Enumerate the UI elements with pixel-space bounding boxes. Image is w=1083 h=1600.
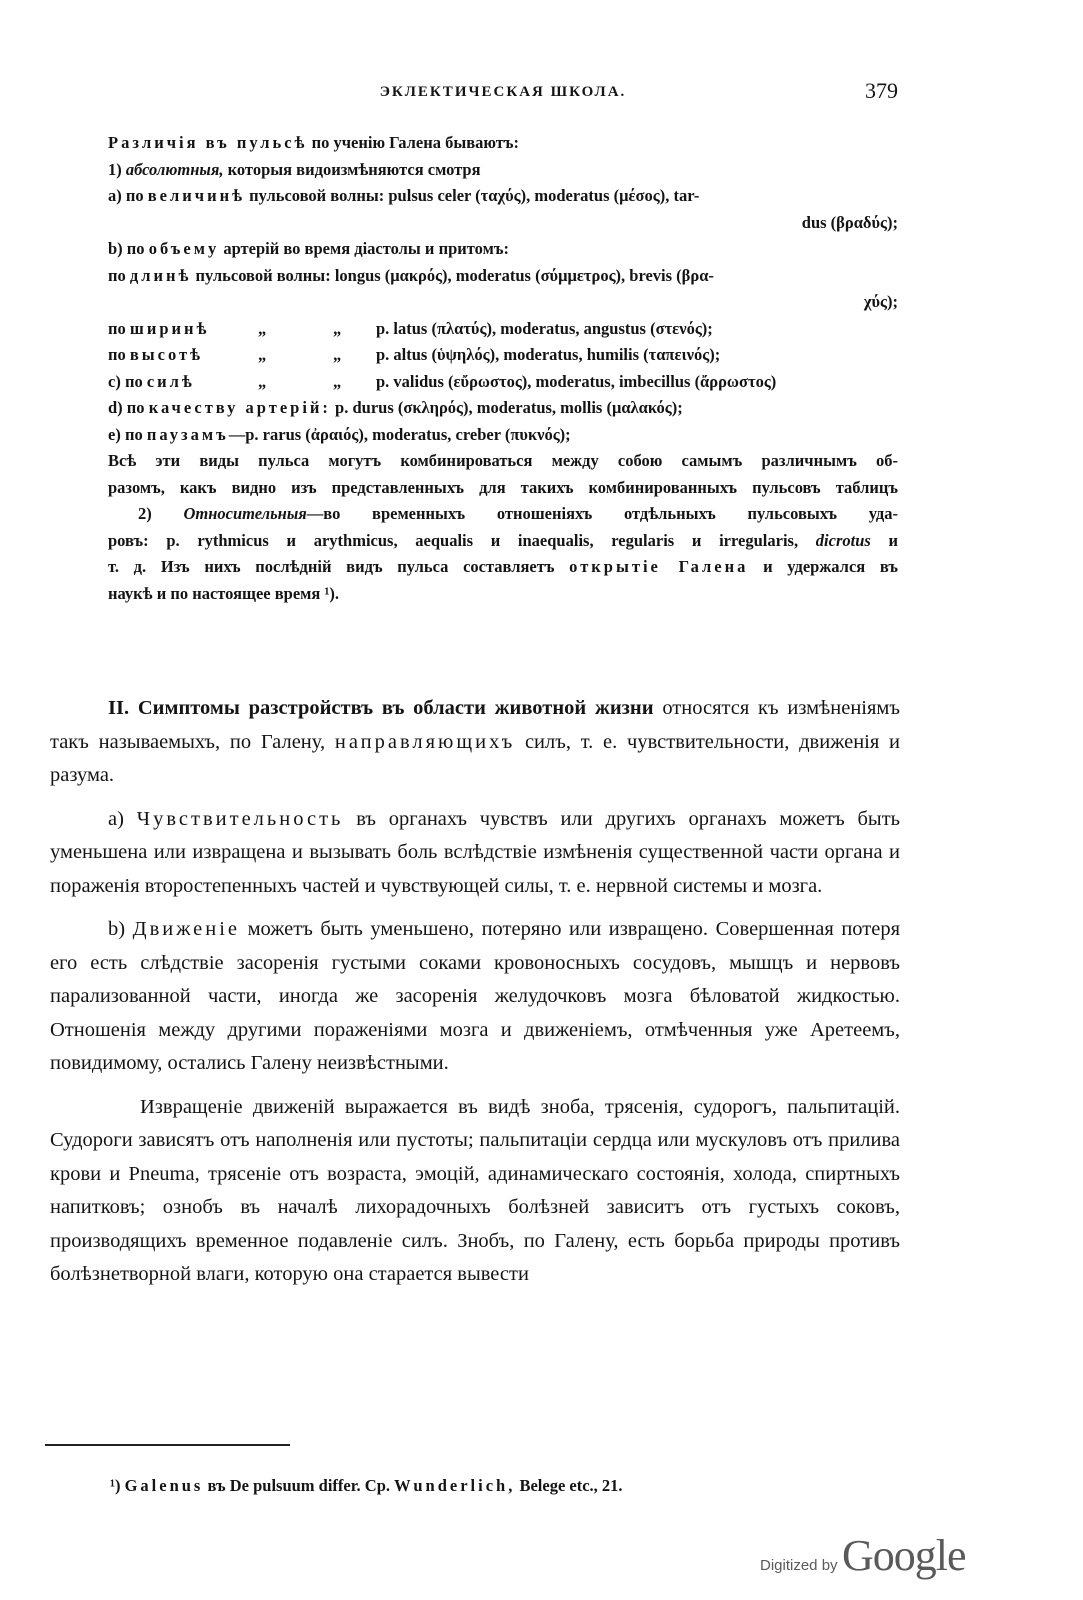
- emphasized-term: величинѣ: [147, 186, 245, 205]
- text-line: [108, 157, 898, 184]
- text-run: и удержался въ: [763, 557, 899, 576]
- text-line: Всѣ эти виды пульса могутъ комбинироваться между собою самымъ различнымъ об-: [108, 451, 898, 470]
- text-run: χύς);: [863, 292, 898, 311]
- text-line: [108, 130, 898, 157]
- text-run: по: [108, 265, 126, 285]
- text-line: [108, 528, 898, 555]
- italic-term: Относительныя: [183, 504, 307, 523]
- emphasized-term: силѣ: [146, 371, 195, 391]
- digitized-by-watermark: [760, 1530, 966, 1581]
- list-marker: b) по: [108, 239, 145, 258]
- page-number: 379: [865, 78, 898, 103]
- text-run: Belege etc., 21.: [519, 1476, 623, 1495]
- author-name: Wunderlich,: [394, 1476, 516, 1495]
- text-line: [108, 422, 898, 449]
- footnote: [110, 1476, 623, 1496]
- watermark-prefix: Digitized by: [760, 1557, 838, 1574]
- paragraph: [50, 913, 900, 1081]
- footnote-divider: [45, 1444, 290, 1446]
- text-line: [108, 263, 898, 290]
- text-line: [108, 501, 898, 528]
- text-run: по ученію Галена бываютъ:: [311, 133, 519, 152]
- paragraph: [50, 692, 900, 793]
- text-run: по: [108, 345, 126, 364]
- text-line: [108, 210, 898, 237]
- text-run: артерій во время діастолы и притомъ:: [223, 239, 509, 258]
- google-logo: Google: [842, 1531, 966, 1580]
- text-run: —во временныхъ отношеніяхъ отдѣльныхъ пульсовыхъ уда-: [306, 504, 898, 523]
- text-line: [108, 183, 898, 210]
- list-marker: 2): [138, 504, 152, 523]
- emphasized-term: Чувствительность: [136, 807, 344, 830]
- list-marker: a): [108, 807, 124, 830]
- page-header: [108, 78, 898, 108]
- emphasized-term: длинѣ: [129, 265, 192, 285]
- text-run: ровъ: p. rythmicus и arythmicus, aequalis и inaequalis, regularis и irregularis,: [108, 530, 799, 550]
- text-line: [108, 289, 898, 316]
- text-run: т. д. Изъ нихъ послѣдній видъ пульса составляетъ: [108, 557, 555, 576]
- text-run: p. latus (πλατύς), moderatus, angustus (στενός);: [376, 318, 713, 338]
- ditto-mark: „: [258, 345, 267, 364]
- emphasized-term: высотѣ: [129, 345, 204, 364]
- section-heading: II. Симптомы разстройствъ въ области животной жизни: [108, 697, 654, 719]
- text-line: [108, 369, 898, 396]
- emphasized-term: открытіе Галена: [569, 557, 749, 576]
- italic-term: абсолютныя,: [125, 159, 224, 179]
- text-run: p. durus (σκληρός), moderatus, mollis (μαλακός);: [335, 398, 683, 417]
- text-run: относятся къ измѣненіямъ такъ называемыхъ, по Галену,: [50, 697, 900, 753]
- emphasized-term: качеству артерій:: [148, 398, 331, 417]
- author-name: Galenus: [124, 1476, 204, 1495]
- emphasized-term: ширинѣ: [129, 318, 210, 338]
- footnote-mark: ¹): [110, 1476, 121, 1495]
- text-run: и: [888, 530, 899, 550]
- text-run: можетъ быть уменьшено, потеряно или извращено. Совершенная потеря его есть слѣдствіе засоренія густыми соками кровоносныхъ сосудовъ, мышцъ и нервовъ парализованной части, иногда же засоренія желудочковъ мозга бѣловатой жидкостью. Отношенія между другими пораженіями мозга и движеніемъ, отмѣченныя уже Аретеемъ, повидимому, остались Галену неизвѣстными.: [50, 918, 901, 1074]
- text-line: [108, 236, 898, 263]
- list-marker: 1): [108, 159, 122, 179]
- list-marker: c) по: [108, 371, 143, 391]
- list-marker: d) по: [108, 398, 145, 417]
- emphasized-term: Различія въ пульсѣ: [108, 133, 308, 152]
- list-marker: e) по: [108, 424, 143, 444]
- body-text: [50, 692, 900, 1302]
- emphasized-term: паузамъ: [146, 424, 229, 444]
- paragraph: [50, 803, 900, 904]
- text-run: —p. rarus (ἀραιός), moderatus, creber (πυκνός);: [228, 424, 571, 444]
- text-run: въ De pulsuum differ. Ср.: [207, 1476, 391, 1495]
- ditto-mark: „: [333, 345, 342, 364]
- text-run: dus (βραδύς);: [801, 212, 898, 232]
- list-marker: a) по: [108, 186, 144, 205]
- text-run: p. validus (εὔρωστος), moderatus, imbecillus (ἄρρωστος): [376, 371, 777, 391]
- text-run: пульсовой волны: longus (μακρός), moderatus (σύμμετρος), brevis (βρα-: [195, 265, 714, 285]
- text-run: которыя видоизмѣняются смотря: [227, 159, 481, 179]
- text-line: [108, 554, 898, 581]
- ditto-mark: „: [258, 318, 267, 338]
- emphasized-term: объему: [148, 239, 220, 258]
- text-run: по: [108, 318, 126, 338]
- text-line: [108, 316, 898, 343]
- text-line: разомъ, какъ видно изъ представленныхъ для такихъ комбинированныхъ пульсовъ таблицъ: [108, 477, 898, 497]
- list-marker: b): [108, 918, 126, 940]
- emphasized-term: Движеніе: [132, 918, 241, 940]
- emphasized-term: направляющихъ: [334, 730, 516, 753]
- ditto-mark: „: [258, 371, 267, 391]
- running-head: ЭКЛЕКТИЧЕСКАЯ ШКОЛА.: [379, 84, 627, 100]
- text-run: силъ, т. е. чувствительности, движенія и разума.: [50, 730, 901, 786]
- italic-term: dicrotus: [815, 530, 871, 550]
- pulse-classification-section: [108, 130, 898, 607]
- text-line: наукѣ и по настоящее время ¹).: [108, 583, 340, 603]
- text-line: [108, 342, 898, 369]
- text-run: въ органахъ чувствъ или другихъ органахъ можетъ быть уменьшена или извращена и вызывать боль вслѣдствіе измѣненія существенной части органа и пораженія второстепенныхъ частей и чувствующей силы, т. е. нервной системы и мозга.: [50, 807, 901, 897]
- text-line: [108, 395, 898, 422]
- text-run: p. altus (ὑψηλός), moderatus, humilis (ταπεινός);: [376, 345, 721, 364]
- paragraph: Извращеніе движеній выражается въ видѣ зноба, трясенія, судорогъ, пальпитацій. Судороги зависятъ отъ наполненія или пустоты; пальпитаціи сердца или мускуловъ отъ прилива крови и Pneuma, трясеніе отъ возраста, эмоцій, адинамическаго состоянія, холода, спиртныхъ напитковъ; ознобъ въ началѣ лихорадочныхъ болѣзней зависитъ отъ густыхъ соковъ, производящихъ временное подавленіе силъ. Знобъ, по Галену, есть борьба природы противъ болѣзнетворной влаги, которую она старается вывести: [50, 1095, 900, 1285]
- ditto-mark: „: [333, 371, 342, 391]
- text-run: пульсовой волны: pulsus celer (ταχύς), moderatus (μέσος), tar-: [249, 186, 700, 205]
- ditto-mark: „: [333, 318, 342, 338]
